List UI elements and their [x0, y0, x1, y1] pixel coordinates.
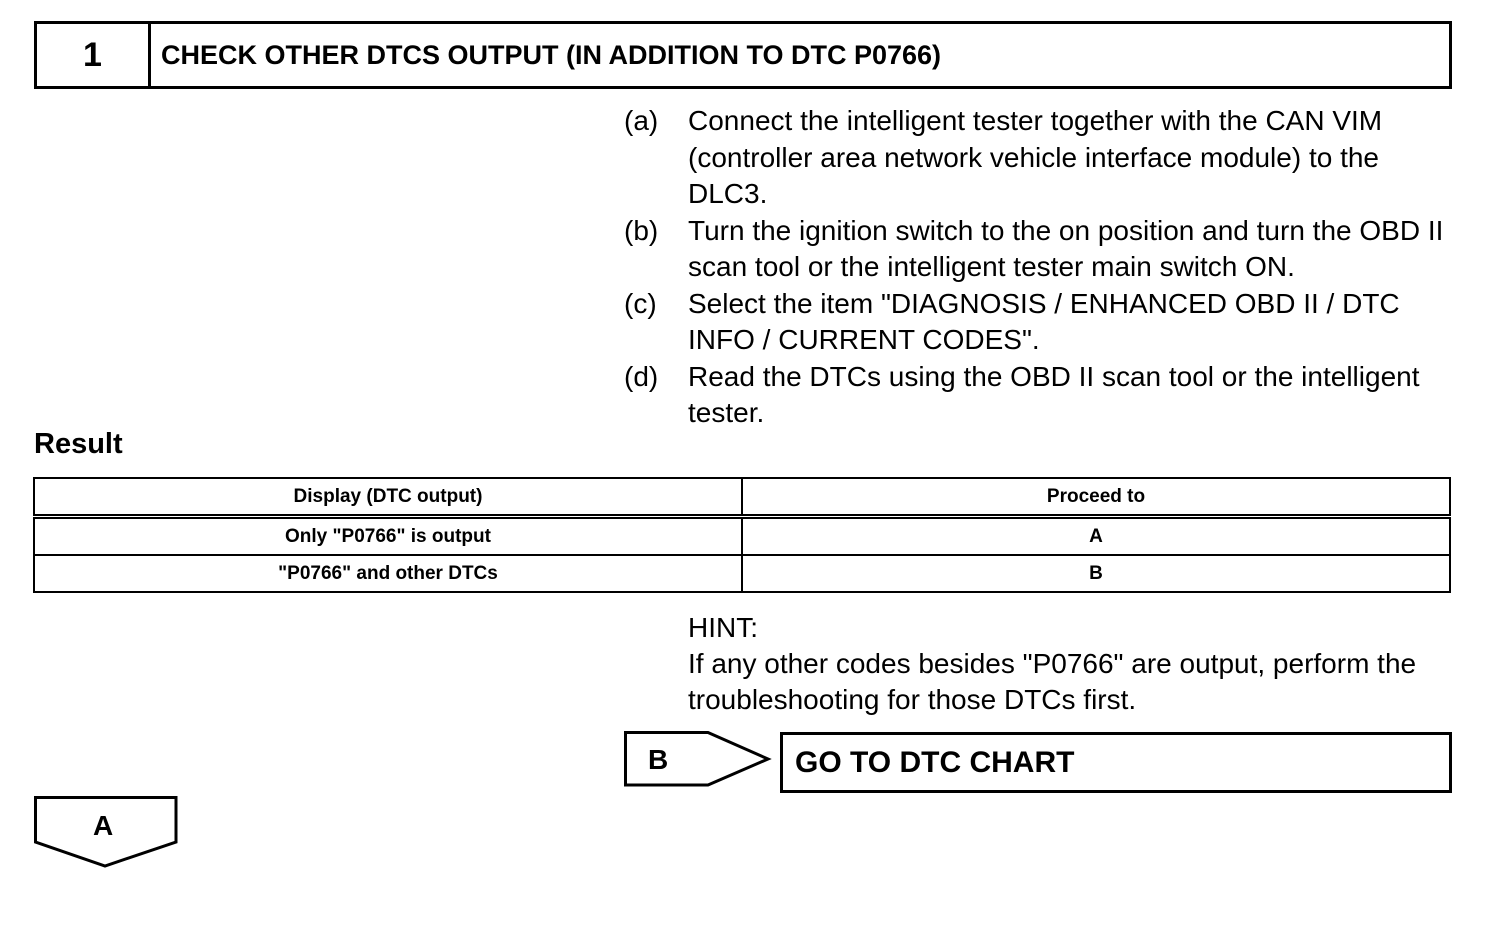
branch-b-arrow-shape [626, 733, 769, 786]
procedure-step-text: Read the DTCs using the OBD II scan tool or the intelligent tester. [688, 360, 1420, 428]
table-cell: Only "P0766" is output [34, 517, 742, 556]
procedure-step-text: Turn the ignition switch to the on position and turn the OBD II scan tool or the intelligent tester main switch ON. [688, 214, 1444, 282]
hint-label: HINT: [688, 612, 758, 643]
table-header-row [34, 478, 1450, 517]
table-row [34, 555, 1450, 592]
branch-b-label: B [648, 744, 669, 775]
step-title: CHECK OTHER DTCS OUTPUT (IN ADDITION TO DTC P0766) [161, 39, 942, 70]
column-header-display: Display (DTC output) [34, 478, 742, 517]
procedure-step [624, 359, 1464, 432]
goto-dtc-chart-box: GO TO DTC CHART [780, 732, 1452, 793]
table-row [34, 517, 1450, 556]
table-cell: "P0766" and other DTCs [34, 555, 742, 592]
column-header-proceed: Proceed to [742, 478, 1450, 517]
procedure-step-text: Connect the intelligent tester together with the CAN VIM (controller area network vehicle interface module) to the DLC3. [688, 105, 1383, 209]
procedure-step-label: (b) [624, 214, 659, 246]
procedure-step [624, 103, 1464, 213]
hint-text: If any other codes besides "P0766" are output, perform the troubleshooting for those DTCs first. [688, 648, 1417, 715]
branch-b-arrow [624, 731, 774, 789]
procedure-step-label: (a) [624, 105, 659, 136]
table-cell: A [742, 517, 1450, 556]
result-table [33, 477, 1451, 593]
procedure-step-text: Select the item "DIAGNOSIS / ENHANCED OBD II / DTC INFO / CURRENT CODES". [688, 287, 1400, 355]
branch-a-arrow [34, 796, 180, 872]
step-header [34, 21, 1452, 89]
table-cell: B [742, 555, 1450, 592]
step-number: 1 [37, 24, 151, 86]
hint-block [688, 610, 1468, 718]
procedure-step [624, 286, 1464, 359]
procedure-step-label: (c) [624, 287, 657, 319]
branch-a-label: A [93, 810, 114, 841]
procedure-list [624, 103, 1464, 432]
result-heading: Result [34, 428, 123, 460]
procedure-step-label: (d) [624, 360, 659, 392]
procedure-step [624, 213, 1464, 286]
